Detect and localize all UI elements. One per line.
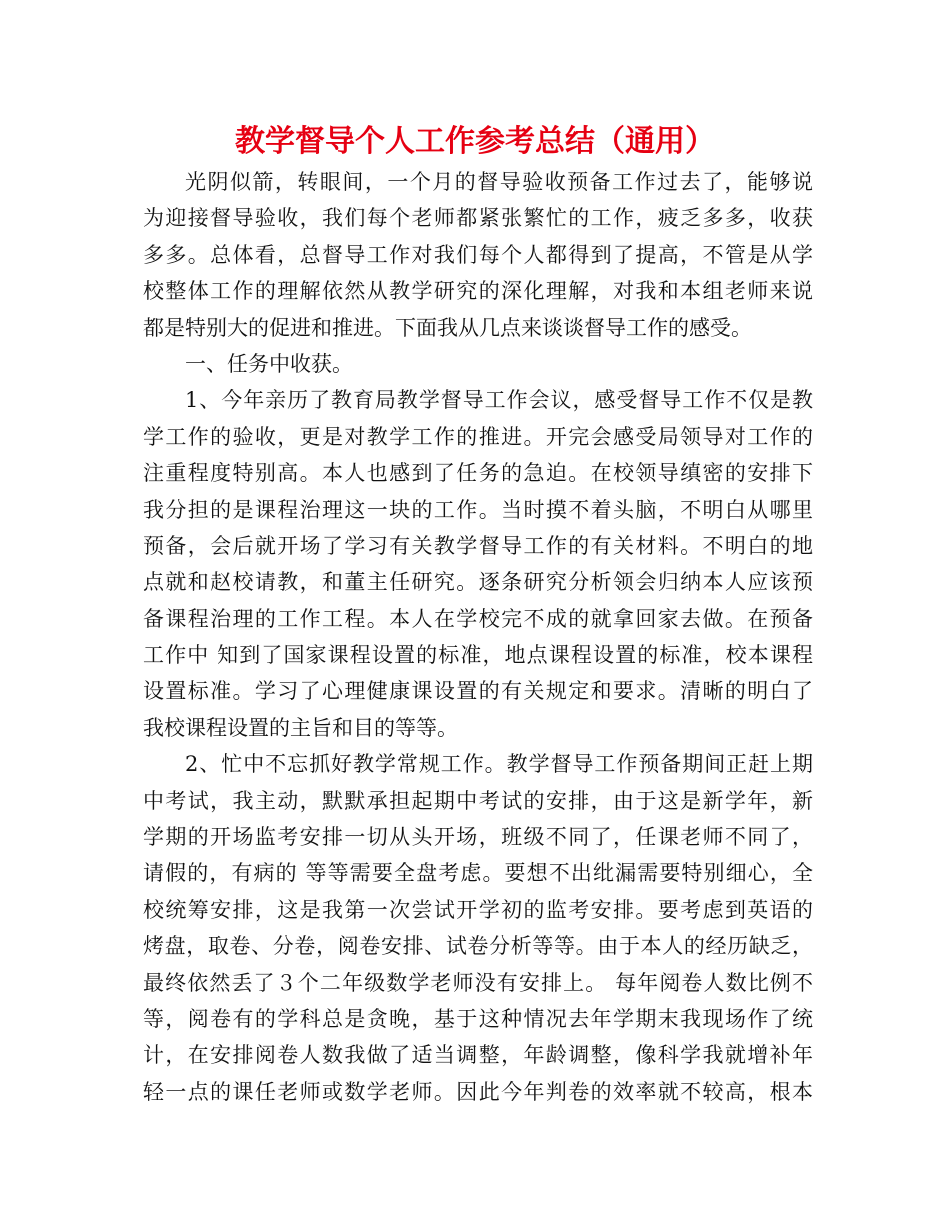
text-line: 设置标准。学习了心理健康课设置的有关规定和要求。清晰的明白了 [143, 679, 813, 704]
text-line: 学工作的验收，更是对教学工作的推进。开完会感受局领导对工作的 [143, 424, 813, 449]
text-line: 烤盘，取卷、分卷，阅卷安排、试卷分析等等。由于本人的经历缺乏， [143, 934, 813, 959]
text-line: 为迎接督导验收，我们每个老师都紧张繁忙的工作，疲乏多多，收获 [143, 206, 813, 231]
section-heading [143, 346, 813, 382]
text-line: 等，阅卷有的学科总是贪晚，基于这种情况去年学期末我现场作了统 [143, 1006, 813, 1031]
text-line: 2、忙中不忘抓好教学常规工作。教学督导工作预备期间正赶上期 [185, 752, 813, 777]
text-line: 备课程治理的工作工程。本人在学校完不成的就拿回家去做。在预备 [143, 606, 813, 631]
text-line: 注重程度特别高。本人也感到了任务的急迫。在校领导缜密的安排下 [143, 461, 813, 486]
paragraph-item-2 [143, 746, 813, 1110]
text-line: 1、今年亲历了教育局教学督导工作会议，感受督导工作不仅是教 [185, 388, 813, 413]
text-line: 校统筹安排，这是我第一次尝试开学初的监考安排。要考虑到英语的 [143, 897, 813, 922]
text-line: 光阴似箭，转眼间，一个月的督导验收预备工作过去了，能够说 [185, 170, 813, 194]
text-line: 轻一点的课任老师或数学老师。因此今年判卷的效率就不较高，根本 [143, 1079, 813, 1104]
text-line: 计，在安排阅卷人数我做了适当调整，年龄调整，像科学我就增补年 [143, 1043, 813, 1068]
document-title: 教学督导个人工作参考总结（通用） [235, 124, 715, 159]
document-body [143, 164, 813, 1110]
text-line: 学期的开场监考安排一切从头开场，班级不同了，任课老师不同了， [143, 825, 813, 850]
text-line: 工作中 知到了国家课程设置的标准，地点课程设置的标准，校本课程 [143, 643, 813, 668]
text-line: 校整体工作的理解依然从教学研究的深化理解，对我和本组老师来说 [143, 279, 813, 304]
text-line: 都是特别大的促进和推进。下面我从几点来谈谈督导工作的感受。 [143, 315, 752, 340]
paragraph-intro [143, 164, 813, 346]
text-line: 点就和赵校请教，和董主任研究。逐条研究分析领会归纳本人应该预 [143, 570, 813, 595]
text-line: 一、任务中收获。 [185, 351, 353, 376]
text-line: 最终依然丢了３个二年级数学老师没有安排上。 每年阅卷人数比例不 [143, 970, 813, 995]
text-line: 预备，会后就开场了学习有关教学督导工作的有关材料。不明白的地 [143, 533, 813, 558]
text-line: 我分担的是课程治理这一块的工作。当时摸不着头脑，不明白从哪里 [143, 497, 813, 522]
paragraph-item-1 [143, 382, 813, 746]
text-line: 多多。总体看，总督导工作对我们每个人都得到了提高，不管是从学 [143, 242, 813, 267]
text-line: 我校课程设置的主旨和目的等等。 [143, 715, 458, 740]
text-line: 请假的，有病的 等等需要全盘考虑。要想不出纰漏需要特别细心，全 [143, 861, 813, 886]
text-line: 中考试，我主动，默默承担起期中考试的安排，由于这是新学年，新 [143, 788, 813, 813]
